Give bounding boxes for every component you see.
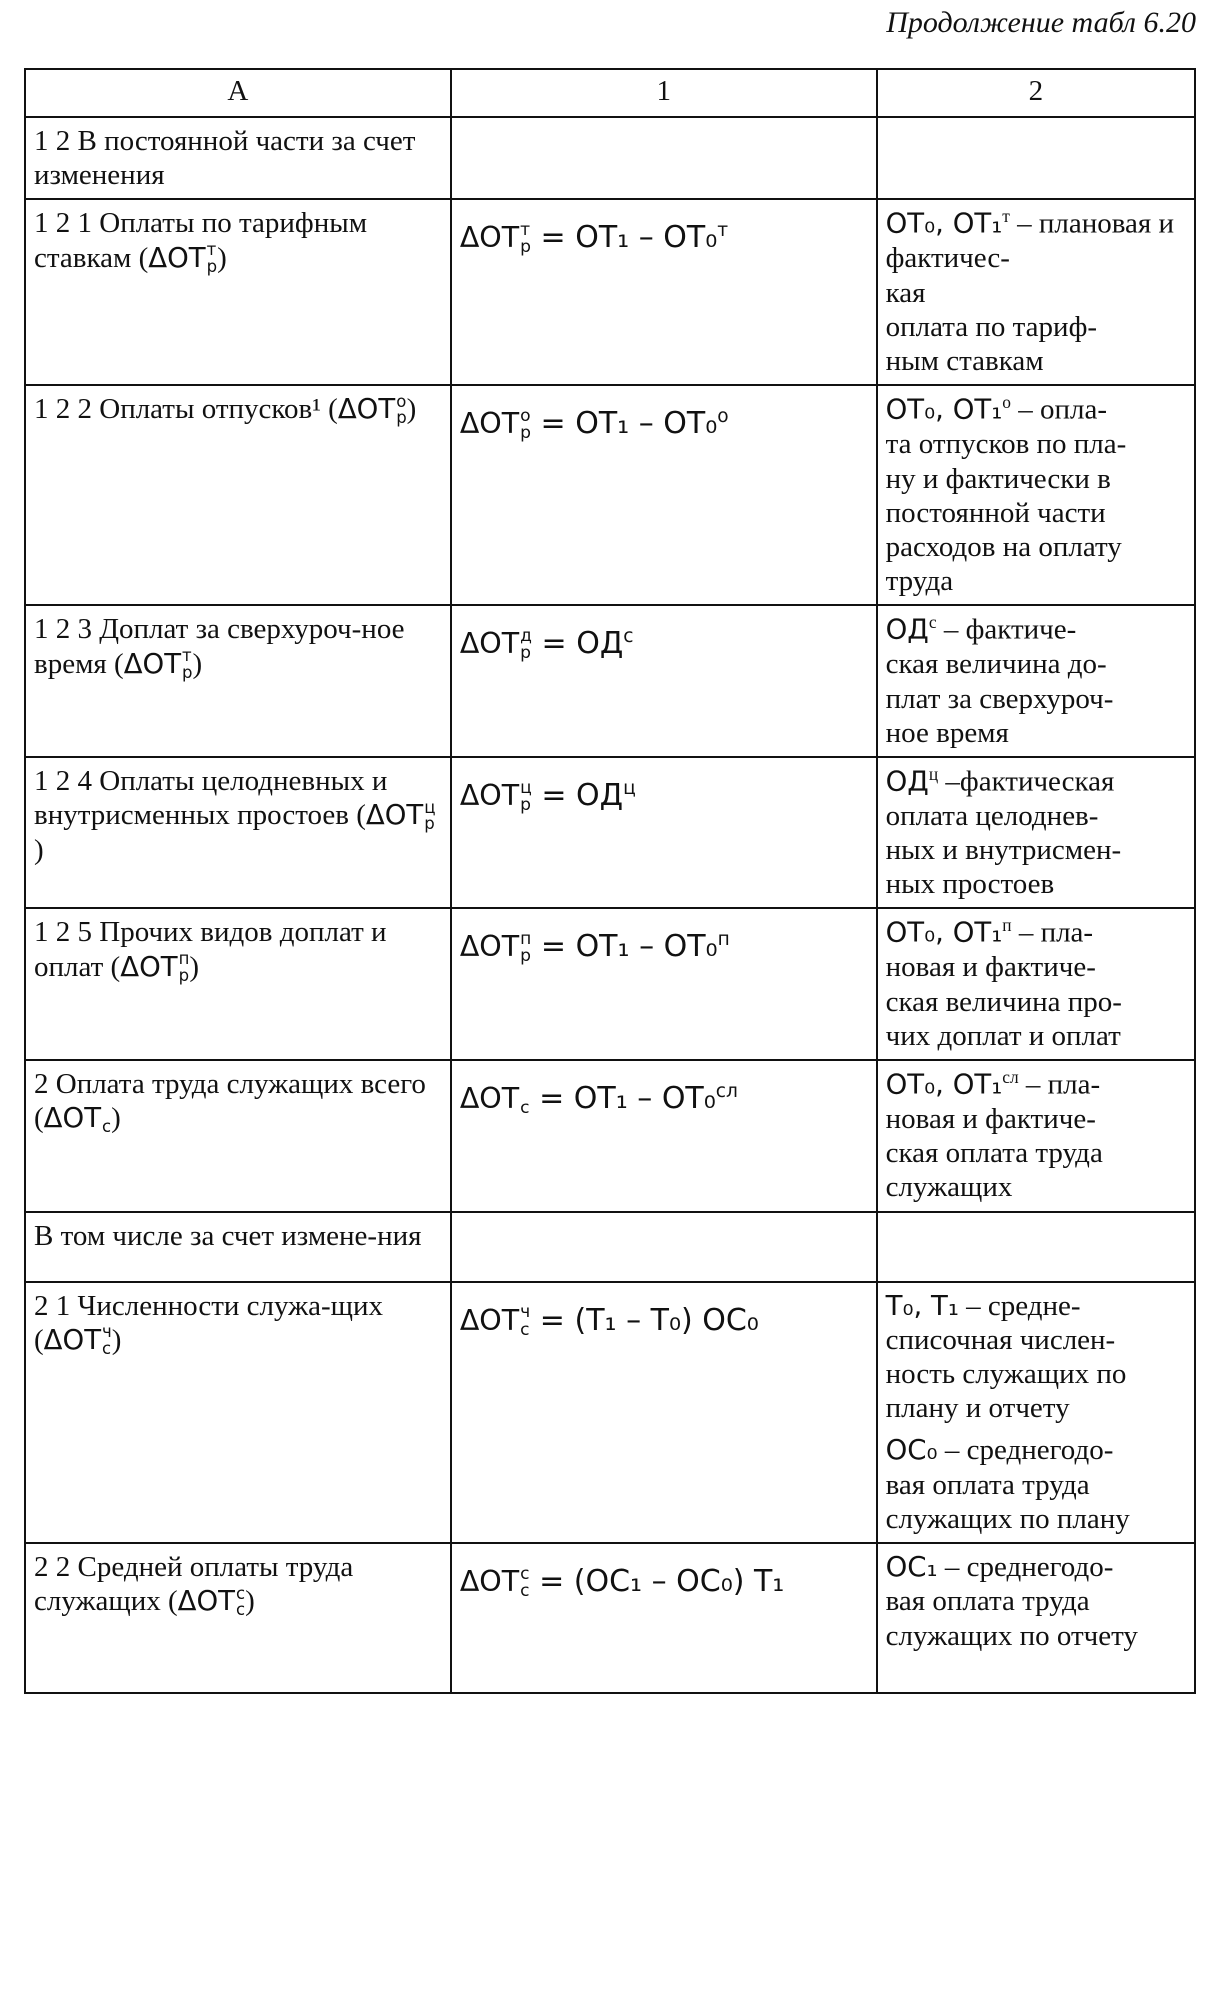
formula-cell — [451, 1282, 877, 1544]
description-line: вая оплата труда — [885, 1468, 1090, 1501]
formula-lhs-base: ΔОТ — [459, 1303, 520, 1337]
row-label-symbol-base: ΔОТ — [43, 1102, 102, 1135]
formula-lhs-base: ΔОТ — [459, 1082, 520, 1115]
formula-lhs — [459, 220, 532, 258]
description-cell — [877, 757, 1195, 909]
formula: ΔОТ ц р = $ОД^ц$ — [459, 777, 636, 815]
row-label-cell: 1 2 1 Оплаты по тарифным ставкам (ΔОТ т р ) — [25, 199, 451, 385]
description-line: ное время — [885, 716, 1009, 749]
formula-lhs-sup: т — [520, 220, 531, 241]
formula: ΔОТ д р = $ОД^с$ — [459, 626, 634, 664]
description-cell — [877, 1543, 1195, 1693]
row-label-symbol-sub: с — [236, 1600, 246, 1620]
row-label-symbol-sup: п — [178, 949, 190, 969]
header-col-2: 2 — [877, 69, 1195, 117]
description-line: ская оплата труда — [885, 1137, 1103, 1170]
description-symbol: ОТ₀, ОТ₁ — [885, 208, 1003, 241]
row-label-symbol — [337, 391, 407, 428]
formula-lhs-sub: с — [520, 1098, 530, 1118]
formula-lhs-sub: с — [520, 1319, 530, 1340]
formula-rhs-index: с — [623, 626, 634, 648]
description-line: ных и внутрисмен- — [885, 834, 1122, 867]
row-label-symbol — [120, 951, 189, 983]
formula-lhs — [459, 929, 532, 967]
row-label-cell — [25, 1212, 451, 1282]
row-label-cell: 1 2 5 Прочих видов доплат и оплат (ΔОТ п р ) — [25, 908, 451, 1060]
formula-cell — [451, 1543, 877, 1693]
formula: ΔОТ ч с = (Т₁ – Т₀) ОС₀ — [459, 1302, 759, 1340]
row-label-symbol-base: ΔОТ — [365, 799, 424, 832]
row-label: 1 2 В постоянной части за счет изменения — [34, 125, 416, 192]
description-line: новая и фактиче- — [885, 951, 1096, 984]
row-label-cell — [25, 117, 451, 199]
row-label-symbol-base: ΔОТ — [148, 241, 206, 274]
description-line: служащих — [885, 1171, 1013, 1204]
formula-lhs — [459, 1082, 530, 1118]
row-label-symbol-base: ΔОТ — [123, 647, 182, 680]
formula-lhs-index — [520, 777, 532, 815]
description-symbol: ОТ₀, ОТ₁ — [885, 917, 1003, 950]
row-label-symbol-base: ΔОТ — [177, 1585, 236, 1618]
formula: ΔОТ п р = ОТ₁ – ОТ₀$^п$ — [459, 929, 730, 967]
formula-lhs — [459, 1563, 530, 1602]
formula-lhs-index — [520, 1083, 529, 1117]
table-row — [25, 1212, 1195, 1282]
description-symbol: ОТ₀, ОТ₁ — [885, 1068, 1003, 1101]
row-label: 2 1 Численности служа-щих — [34, 1289, 384, 1322]
formula: ΔОТ т р = ОТ₁ – ОТ₀$^т$ — [459, 220, 729, 258]
description-line: ну и фактически в — [885, 462, 1111, 495]
row-label-symbol-base: ΔОТ — [120, 950, 178, 983]
formula-lhs-sup: ч — [520, 1302, 531, 1323]
row-label-cell: 1 2 3 Доплат за сверхуроч-ное время (ΔОТ т р ) — [25, 605, 451, 757]
formula-lhs-base: ΔОТ — [459, 1565, 520, 1599]
formula-rhs-index: сл — [715, 1081, 738, 1102]
description-line: расходов на оплату — [885, 530, 1122, 563]
description-symbol-index: п — [1002, 915, 1012, 936]
description-line: постоянной части — [885, 496, 1106, 529]
formula-lhs-index — [520, 628, 532, 662]
formula: ΔОТ о р = ОТ₁ – ОТ₀$^о$ — [459, 406, 729, 444]
formula-lhs-base: ΔОТ — [459, 627, 520, 661]
description-line: служащих по плану — [885, 1502, 1130, 1535]
description-cell — [877, 1212, 1195, 1282]
table-row — [25, 385, 1195, 605]
description-symbol-index: ц — [928, 763, 939, 784]
description-symbol-2: ОС₀ — [885, 1434, 938, 1467]
formula: ΔОТ с = ОТ₁ – ОТ₀$^{сл}$ — [459, 1081, 738, 1118]
row-label-symbol-sub: р — [206, 256, 218, 276]
formula-lhs-index — [520, 931, 531, 965]
formula-rhs: (ОС₁ – ОС₀) Т₁ — [573, 1564, 785, 1600]
row-label: 1 2 1 Оплаты по тарифным ставкам — [34, 207, 368, 274]
formula-cell — [451, 385, 877, 605]
row-label-symbol-base: ΔОТ — [43, 1323, 102, 1356]
row-label-symbol — [43, 1102, 112, 1137]
row-label: 1 2 3 Доплат за сверхуроч-ное время — [34, 613, 405, 680]
formula-cell — [451, 757, 877, 909]
description-symbol-index: т — [1002, 206, 1010, 227]
row-label-symbol-sup: с — [236, 1583, 246, 1603]
row-label-symbol — [365, 797, 436, 834]
row-label-cell: 1 2 4 Оплаты целодневных и внутрисменных простоев (ΔОТ ц р ) — [25, 757, 451, 909]
description-line: – пла- — [1025, 1068, 1101, 1101]
description-line: плану и отчету — [885, 1392, 1070, 1425]
row-label-symbol-sub: с — [102, 1338, 112, 1358]
table-row — [25, 1282, 1195, 1544]
row-label-cell: 2 1 Численности служа-щих (ΔОТ ч с ) — [25, 1282, 451, 1544]
table-header-row — [25, 69, 1195, 117]
description-symbol-index: о — [1002, 392, 1011, 413]
description-cell — [877, 1060, 1195, 1212]
description-symbol: Т₀, Т₁ — [885, 1289, 959, 1322]
row-label-symbol — [177, 1583, 246, 1620]
description-cell — [877, 1282, 1195, 1544]
description-line: – опла- — [1018, 394, 1107, 427]
description-line: – среднегодо- — [944, 1434, 1114, 1467]
formula-cell — [451, 199, 877, 385]
formula-lhs-index — [520, 1304, 530, 1338]
row-label: В том числе за счет измене-ния — [34, 1219, 422, 1252]
row-label-symbol-sup: т — [182, 646, 192, 666]
description-symbol: ОТ₀, ОТ₁ — [885, 394, 1003, 427]
row-label-symbol-index — [396, 391, 407, 428]
row-label-cell: 2 Оплата труда служащих всего (ΔОТ с ) — [25, 1060, 451, 1212]
description-line: служащих по отчету — [885, 1619, 1138, 1652]
formula-rhs: ОТ₁ – ОТ₀ — [575, 406, 718, 442]
formula-rhs-index: ц — [623, 777, 636, 799]
formula-rhs: ОТ₁ – ОТ₀ — [575, 929, 718, 965]
formula-cell — [451, 1060, 877, 1212]
description-line: ных простоев — [885, 868, 1055, 901]
formula-rhs: ОТ₁ – ОТ₀ — [573, 1081, 716, 1116]
formula-lhs-base: ΔОТ — [459, 407, 520, 441]
row-label-symbol-index — [102, 1103, 111, 1136]
row-label-symbol-base: ΔОТ — [337, 393, 396, 426]
row-label-symbol-index — [207, 242, 217, 275]
formula-cell — [451, 908, 877, 1060]
description-line: – фактиче- — [943, 614, 1077, 647]
description-line: –фактическая — [945, 765, 1115, 798]
row-label-cell: 2 2 Средней оплаты труда служащих (ΔОТ с с ) — [25, 1543, 451, 1693]
description-line: – средне- — [966, 1289, 1081, 1322]
formula-lhs-base: ΔОТ — [459, 930, 520, 964]
row-label-symbol-sup: ц — [424, 797, 436, 817]
description-line: чих доплат и оплат — [885, 1019, 1121, 1052]
formula-lhs — [459, 406, 532, 444]
formula-lhs — [459, 626, 532, 664]
table-row — [25, 1060, 1195, 1212]
formula-lhs-index — [520, 408, 531, 442]
row-label-symbol-index — [424, 797, 436, 834]
formula-rhs-index: п — [717, 929, 730, 951]
description-line: вая оплата труда — [885, 1585, 1090, 1618]
row-label-symbol-sup: о — [396, 391, 407, 411]
description-line: оплата целоднев- — [885, 799, 1099, 832]
formula-rhs: (Т₁ – Т₀) ОС₀ — [574, 1302, 759, 1338]
description-cell — [877, 605, 1195, 757]
formula-lhs-sub: с — [520, 1581, 530, 1602]
formula-lhs — [459, 777, 532, 815]
description-line: новая и фактиче- — [885, 1102, 1096, 1135]
table-row — [25, 908, 1195, 1060]
table-row — [25, 1543, 1195, 1693]
row-label-symbol-index — [236, 1583, 246, 1620]
formula-lhs-index — [520, 1563, 530, 1602]
description-line: – пла- — [1018, 917, 1094, 950]
formula-lhs-sub: р — [520, 423, 532, 444]
formula-lhs-sup: д — [520, 626, 532, 647]
description-line: ская величина до- — [885, 648, 1107, 681]
description-line: – среднегодо- — [944, 1551, 1114, 1584]
description-cell — [877, 385, 1195, 605]
description-line: ская величина про- — [885, 985, 1122, 1018]
row-label: 2 Оплата труда служащих всего — [34, 1068, 426, 1100]
formula-cell — [451, 1212, 877, 1282]
formula-lhs-sub: р — [520, 946, 532, 967]
description-line: ным ставкам — [885, 344, 1044, 377]
description-line: списочная числен- — [885, 1323, 1116, 1356]
row-label-symbol-sup: т — [206, 240, 217, 260]
formula-lhs-index — [520, 222, 531, 256]
row-label-symbol-index — [179, 951, 190, 984]
table-caption: Продолжение табл 6.20 — [886, 6, 1196, 39]
formula-lhs-sub: р — [520, 237, 532, 258]
row-label-symbol-sub: р — [396, 408, 407, 428]
description-cell — [877, 908, 1195, 1060]
description-symbol-index: с — [928, 612, 937, 633]
formula-rhs: ОД — [576, 626, 624, 662]
description-symbol: ОД — [885, 614, 929, 647]
description-line: труда — [885, 565, 954, 598]
description-symbol: ОС₁ — [885, 1551, 938, 1584]
row-label: 1 2 4 Оплаты целодневных и внутрисменных простоев — [34, 764, 388, 832]
table-row — [25, 199, 1195, 385]
formula-lhs-base: ΔОТ — [459, 221, 520, 255]
formula-rhs: ОД — [576, 777, 624, 813]
formula-rhs-index: т — [717, 220, 729, 242]
description-symbol-index: сл — [1002, 1067, 1019, 1087]
formula-rhs-index: о — [717, 406, 729, 428]
formula-lhs-sup: с — [520, 1563, 530, 1584]
formula-cell — [451, 117, 877, 199]
row-label-symbol — [124, 648, 193, 680]
formula-rhs: ОТ₁ – ОТ₀ — [575, 220, 718, 256]
formula-cell — [451, 605, 877, 757]
row-label: 1 2 5 Прочих видов доплат и оплат — [34, 916, 387, 983]
description-line: кая — [885, 276, 926, 309]
formula-lhs-sup: ц — [520, 777, 532, 798]
formula-lhs-sup: о — [520, 406, 531, 427]
header-col-1: 1 — [451, 69, 877, 117]
data-table — [24, 68, 1196, 1694]
description-line: плат за сверхуроч- — [885, 682, 1114, 715]
row-label-symbol-index — [182, 648, 192, 681]
description-symbol: ОД — [885, 765, 929, 798]
formula-lhs — [459, 1302, 531, 1340]
row-label-symbol — [148, 242, 217, 274]
row-label-symbol-sub: р — [182, 662, 193, 682]
table-row — [25, 605, 1195, 757]
formula-lhs-sub: р — [520, 643, 532, 664]
description-line: – плановая и фактичес- — [885, 208, 1175, 275]
description-block-2 — [886, 1433, 1186, 1536]
formula: ΔОТ с с = (ОС₁ – ОС₀) Т₁ — [459, 1563, 785, 1602]
row-label-symbol-sub: р — [178, 965, 190, 985]
row-label-symbol-index — [102, 1324, 112, 1357]
description-cell — [877, 199, 1195, 385]
formula-lhs-sub: р — [520, 794, 532, 815]
description-cell — [877, 117, 1195, 199]
description-line: оплата по тариф- — [885, 310, 1098, 343]
row-label-cell: 1 2 2 Оплаты отпусков¹ (ΔОТ о р ) — [25, 385, 451, 605]
description-line: ность служащих по — [885, 1357, 1127, 1390]
row-label-symbol-sub: р — [424, 814, 435, 834]
description-line: та отпусков по пла- — [885, 428, 1127, 461]
formula-lhs-sup: п — [520, 929, 532, 950]
row-label-symbol-sub: с — [102, 1117, 112, 1137]
formula-lhs-base: ΔОТ — [459, 778, 520, 812]
row-label: 2 2 Средней оплаты труда служащих — [34, 1551, 354, 1618]
table-row — [25, 117, 1195, 199]
row-label-symbol — [44, 1324, 112, 1356]
row-label: 1 2 2 Оплаты отпусков¹ — [34, 393, 321, 426]
table-row — [25, 757, 1195, 909]
header-col-a: А — [25, 69, 451, 117]
row-label-symbol-sup: ч — [102, 1322, 112, 1342]
